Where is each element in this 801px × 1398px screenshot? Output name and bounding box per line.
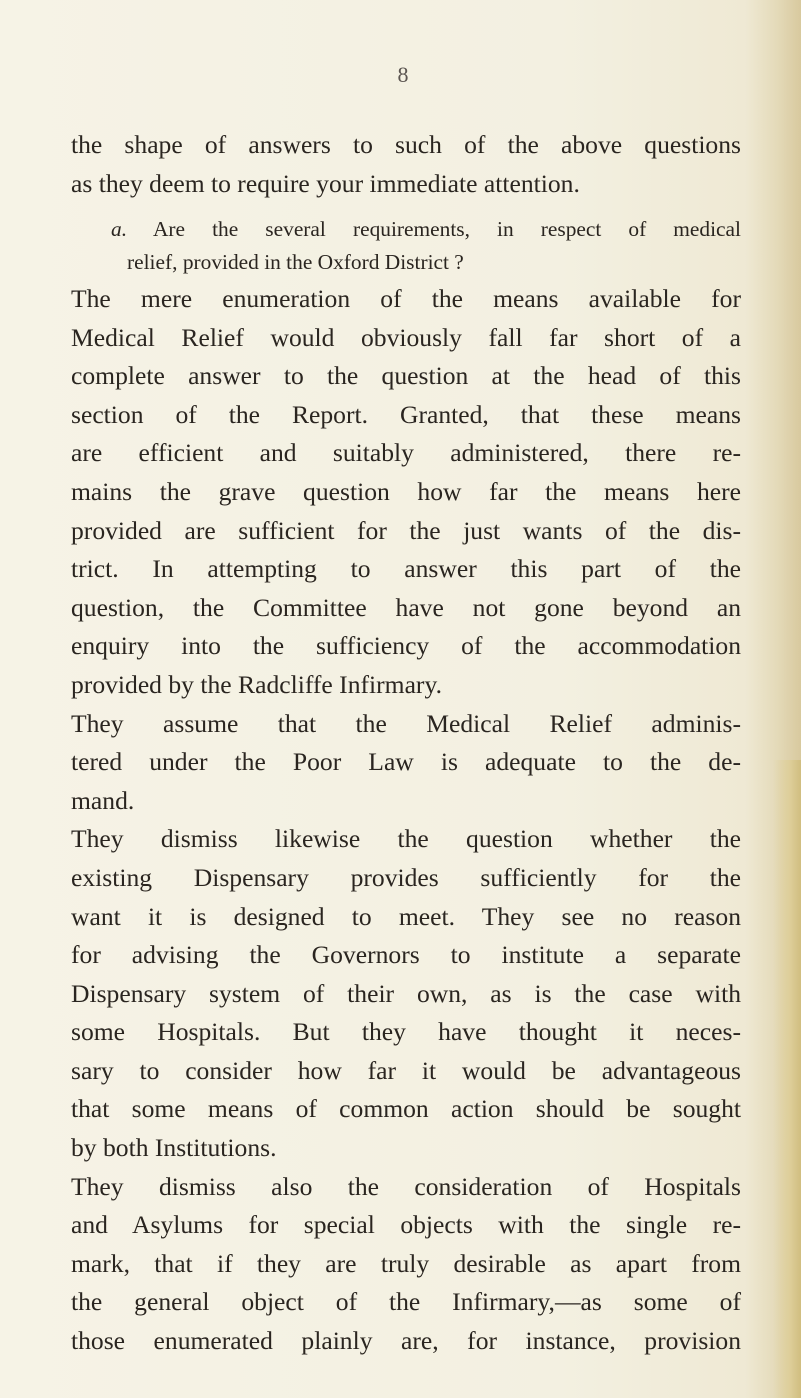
question-a	[111, 213, 741, 279]
text-line: the general object of the Infirmary,—as some of	[71, 1287, 741, 1317]
text-line: mains the grave question how far the means here	[71, 476, 741, 506]
text-line: mand.	[71, 785, 135, 815]
page-edge-stain	[773, 760, 801, 1398]
text-line: Dispensary system of their own, as is the case with	[71, 978, 741, 1008]
text-line: complete answer to the question at the head of this	[71, 361, 741, 391]
text-line: trict. In attempting to answer this part of the	[71, 554, 741, 584]
text-line: section of the Report. Granted, that these means	[71, 399, 741, 429]
question-line: relief, provided in the Oxford District ?	[127, 250, 464, 274]
text-line: mark, that if they are truly desirable as apart from	[71, 1248, 741, 1278]
text-line: provided by the Radcliffe Infirmary.	[71, 669, 442, 699]
intro-paragraph	[71, 125, 741, 203]
text-line: by both Institutions.	[71, 1133, 277, 1163]
page-number: 8	[397, 62, 409, 87]
text-line: the shape of answers to such of the above questions	[71, 130, 741, 159]
text-line: They assume that the Medical Relief adminis-	[71, 708, 741, 738]
text-line: want it is designed to meet. They see no reason	[71, 901, 741, 931]
text-line: tered under the Poor Law is adequate to the de-	[71, 747, 741, 777]
text-line: and Asylums for special objects with the single re-	[71, 1210, 741, 1240]
text-line: question, the Committee have not gone beyond an	[71, 592, 741, 622]
text-line: The mere enumeration of the means available for	[71, 284, 741, 313]
body-text	[71, 280, 741, 1361]
question-line	[111, 213, 741, 246]
text-line: Medical Relief would obviously fall far short of a	[71, 322, 741, 352]
text-line: that some means of common action should be sought	[71, 1094, 741, 1124]
question-text: Are the several requirements, in respect of medical	[152, 217, 741, 241]
text-line: are efficient and suitably administered, there re-	[71, 438, 741, 468]
text-line: as they deem to require your immediate attention.	[71, 169, 580, 198]
text-line: for advising the Governors to institute a separate	[71, 940, 741, 970]
text-line: sary to consider how far it would be advantageous	[71, 1055, 741, 1085]
text-line: some Hospitals. But they have thought it neces-	[71, 1017, 741, 1047]
question-letter: a.	[111, 217, 128, 241]
text-line: They dismiss also the consideration of Hospitals	[71, 1171, 741, 1201]
text-line: enquiry into the sufficiency of the accommodation	[71, 631, 741, 661]
text-line: They dismiss likewise the question whether the	[71, 824, 741, 854]
text-line: existing Dispensary provides sufficiently for the	[71, 862, 741, 892]
text-line: provided are sufficient for the just wants of the dis-	[71, 515, 741, 545]
text-line: those enumerated plainly are, for instance, provision	[71, 1326, 741, 1356]
